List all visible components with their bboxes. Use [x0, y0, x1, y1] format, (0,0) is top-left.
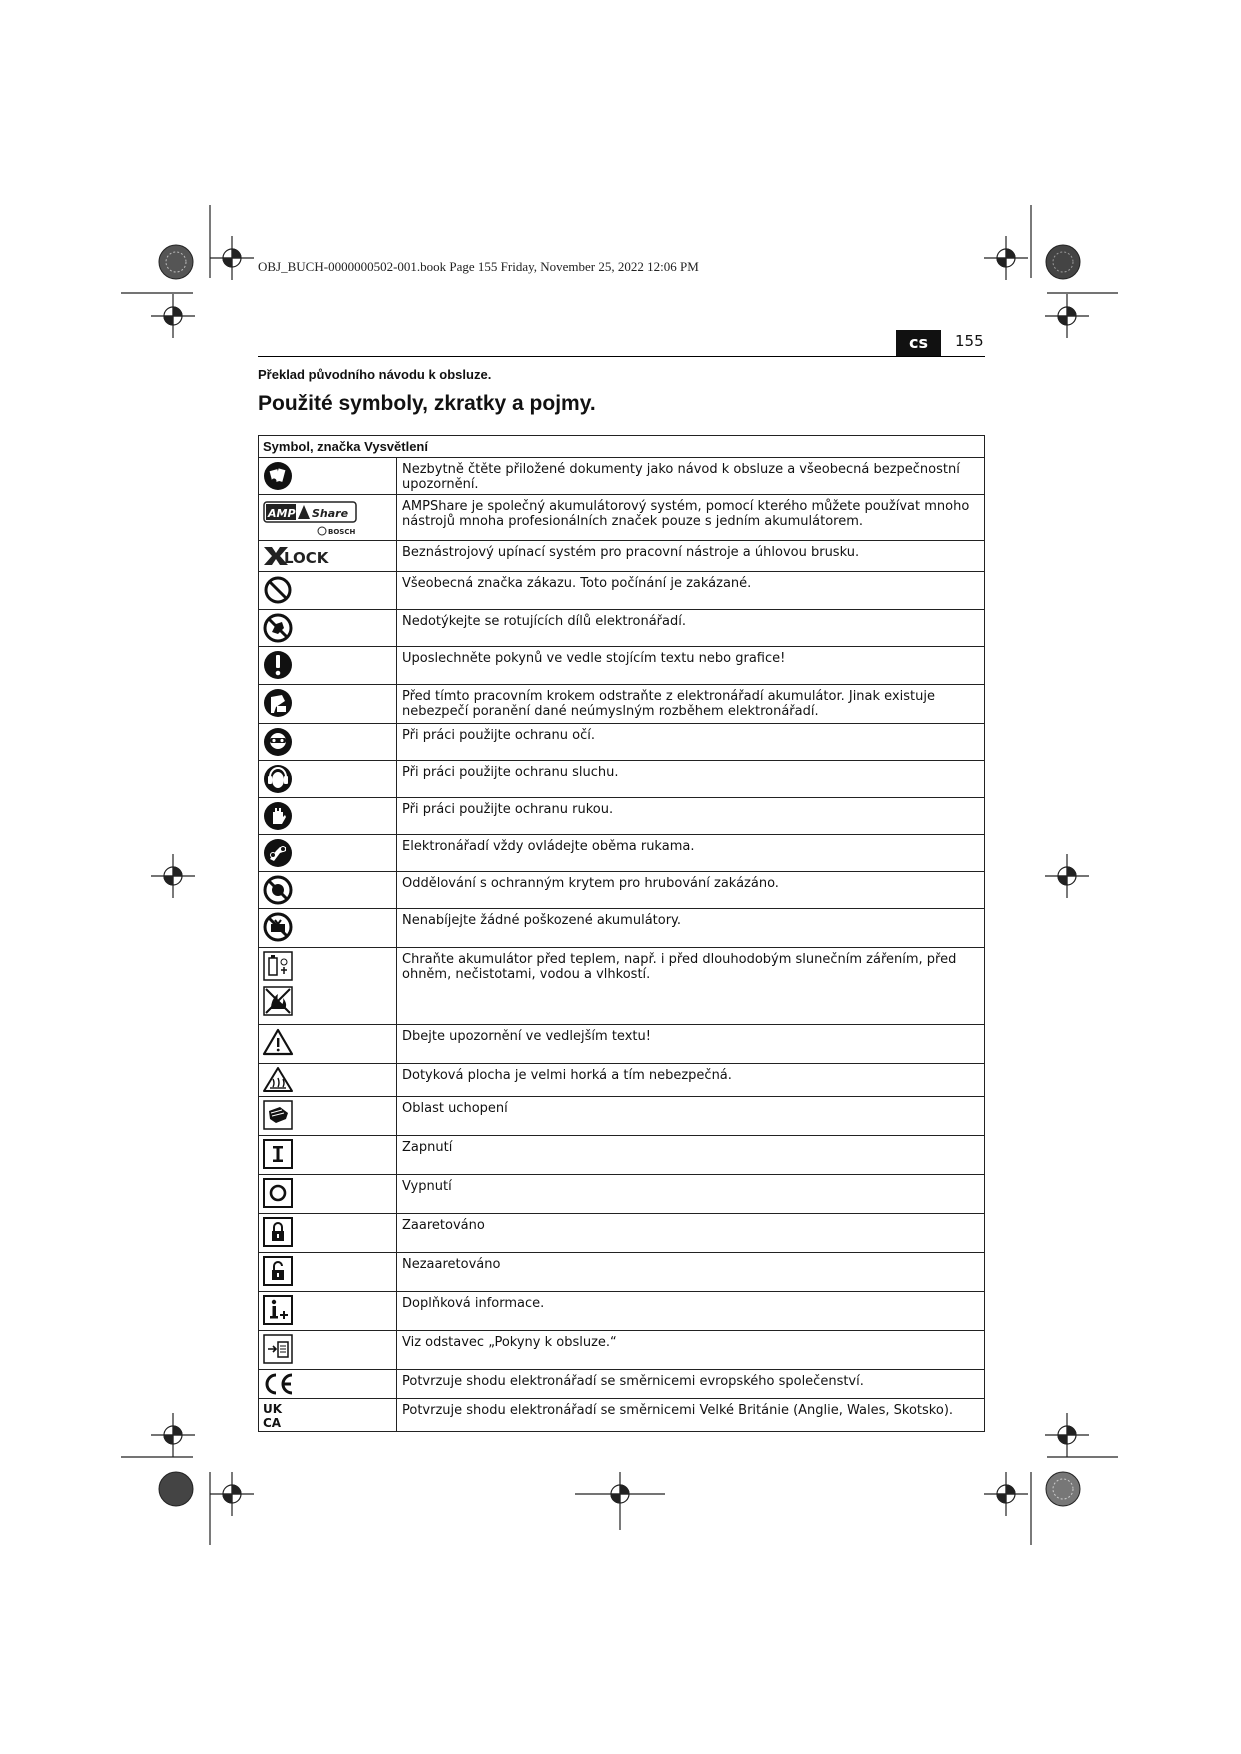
table-cell: Doplňková informace.	[397, 1292, 985, 1331]
table-row	[259, 948, 985, 1025]
table-row	[259, 685, 985, 724]
svg-text:AMP: AMP	[268, 507, 296, 520]
ukca-mark-icon	[262, 1401, 292, 1429]
table-row	[259, 1399, 985, 1432]
table-cell: Zaaretováno	[397, 1214, 985, 1253]
table-cell: Uposlechněte pokynů ve vedle stojícím textu nebo grafice!	[397, 647, 985, 685]
table-row	[259, 798, 985, 835]
grip-area-icon	[262, 1099, 294, 1131]
eye-protection-icon	[262, 726, 294, 758]
table-cell: Nenabíjejte žádné poškozené akumulátory.	[397, 909, 985, 948]
table-cell: Všeobecná značka zákazu. Toto počínání je zakázané.	[397, 572, 985, 610]
table-cell: Oblast uchopení	[397, 1097, 985, 1136]
table-row	[259, 724, 985, 761]
table-row	[259, 495, 985, 541]
svg-text:Share: Share	[312, 507, 349, 520]
table-row	[259, 1214, 985, 1253]
switch-off-icon	[262, 1177, 294, 1209]
table-cell: Před tímto pracovním krokem odstraňte z elektronářadí akumulátor. Jinak existuje nebezpečí poranění dané neúmyslným rozběhem elektronářadí.	[397, 685, 985, 724]
no-touch-rotating-icon	[262, 612, 294, 644]
subtitle: Překlad původního návodu k obsluze.	[258, 367, 492, 382]
table-cell: Zapnutí	[397, 1136, 985, 1175]
table-cell: Potvrzuje shodu elektronářadí se směrnicemi Velké Británie (Anglie, Wales, Skotsko).	[397, 1399, 985, 1432]
table-cell: Nezaaretováno	[397, 1253, 985, 1292]
battery-protection-icon	[262, 950, 296, 982]
svg-text:BOSCH: BOSCH	[328, 528, 356, 536]
table-cell: Viz odstavec „Pokyny k obsluze.“	[397, 1331, 985, 1370]
table-cell: Při práci použijte ochranu očí.	[397, 724, 985, 761]
ce-mark-icon	[262, 1372, 296, 1396]
table-cell: Nezbytně čtěte přiložené dokumenty jako návod k obsluze a všeobecná bezpečnostní upozornění.	[397, 458, 985, 495]
amp-share-logo	[262, 497, 362, 537]
table-row	[259, 458, 985, 495]
table-cell: Elektronářadí vždy ovládejte oběma rukama.	[397, 835, 985, 872]
two-hands-icon	[262, 837, 294, 869]
table-row	[259, 761, 985, 798]
remove-battery-icon	[262, 687, 294, 719]
unlocked-icon	[262, 1255, 294, 1287]
hot-surface-icon	[262, 1066, 294, 1094]
hand-protection-icon	[262, 800, 294, 832]
svg-text:LOCK: LOCK	[284, 549, 329, 567]
table-cell: Chraňte akumulátor před teplem, např. i před dlouhodobým slunečním zářením, před ohněm, nečistotami, vodou a vlhkostí.	[397, 948, 985, 1025]
xlock-logo	[262, 543, 342, 567]
warning-triangle-icon	[262, 1027, 294, 1057]
switch-on-icon	[262, 1138, 294, 1170]
hearing-protection-icon	[262, 763, 294, 795]
table-cell: Oddělování s ochranným krytem pro hrubování zakázáno.	[397, 872, 985, 909]
table-row	[259, 1136, 985, 1175]
language-badge: cs	[896, 330, 941, 356]
table-cell: Při práci použijte ochranu sluchu.	[397, 761, 985, 798]
print-info: OBJ_BUCH-0000000502-001.book Page 155 Friday, November 25, 2022 12:06 PM	[258, 259, 699, 274]
battery-hazards-icon	[262, 985, 296, 1017]
table-row	[259, 835, 985, 872]
svg-text:UK: UK	[263, 1402, 283, 1416]
no-cutoff-guard-icon	[262, 874, 294, 906]
table-row	[259, 1331, 985, 1370]
table-row	[259, 572, 985, 610]
table-cell: Dotyková plocha je velmi horká a tím nebezpečná.	[397, 1064, 985, 1097]
table-row	[259, 1025, 985, 1064]
info-plus-icon	[262, 1294, 294, 1326]
table-row	[259, 872, 985, 909]
symbols-table	[258, 435, 985, 1432]
table-cell: Beznástrojový upínací systém pro pracovní nástroje a úhlovou brusku.	[397, 541, 985, 572]
table-cell: Vypnutí	[397, 1175, 985, 1214]
page-title: Použité symboly, zkratky a pojmy.	[258, 392, 596, 415]
table-row	[259, 1064, 985, 1097]
table-row	[259, 1370, 985, 1399]
table-row	[259, 1097, 985, 1136]
table-row	[259, 909, 985, 948]
table-row	[259, 1253, 985, 1292]
read-manual-icon	[262, 460, 294, 492]
table-cell: Potvrzuje shodu elektronářadí se směrnicemi evropského společenství.	[397, 1370, 985, 1399]
see-instructions-icon	[262, 1333, 294, 1365]
table-cell: Nedotýkejte se rotujících dílů elektronářadí.	[397, 610, 985, 647]
table-header: Symbol, značka Vysvětlení	[259, 436, 985, 458]
table-row	[259, 647, 985, 685]
table-cell: Dbejte upozornění ve vedlejším textu!	[397, 1025, 985, 1064]
table-row	[259, 610, 985, 647]
exclamation-icon	[262, 649, 294, 681]
no-charge-damaged-icon	[262, 911, 294, 943]
table-cell: AMPShare je společný akumulátorový systém, pomocí kterého můžete používat mnoho nástrojů mnoha profesionálních značek pouze s jedním akumulátorem.	[397, 495, 985, 541]
table-cell: Při práci použijte ochranu rukou.	[397, 798, 985, 835]
table-row	[259, 1292, 985, 1331]
prohibition-icon	[262, 574, 294, 606]
header-rule	[258, 356, 985, 357]
table-row	[259, 541, 985, 572]
svg-text:CA: CA	[263, 1416, 282, 1429]
locked-icon	[262, 1216, 294, 1248]
table-row	[259, 1175, 985, 1214]
page-number: 155	[955, 332, 984, 350]
